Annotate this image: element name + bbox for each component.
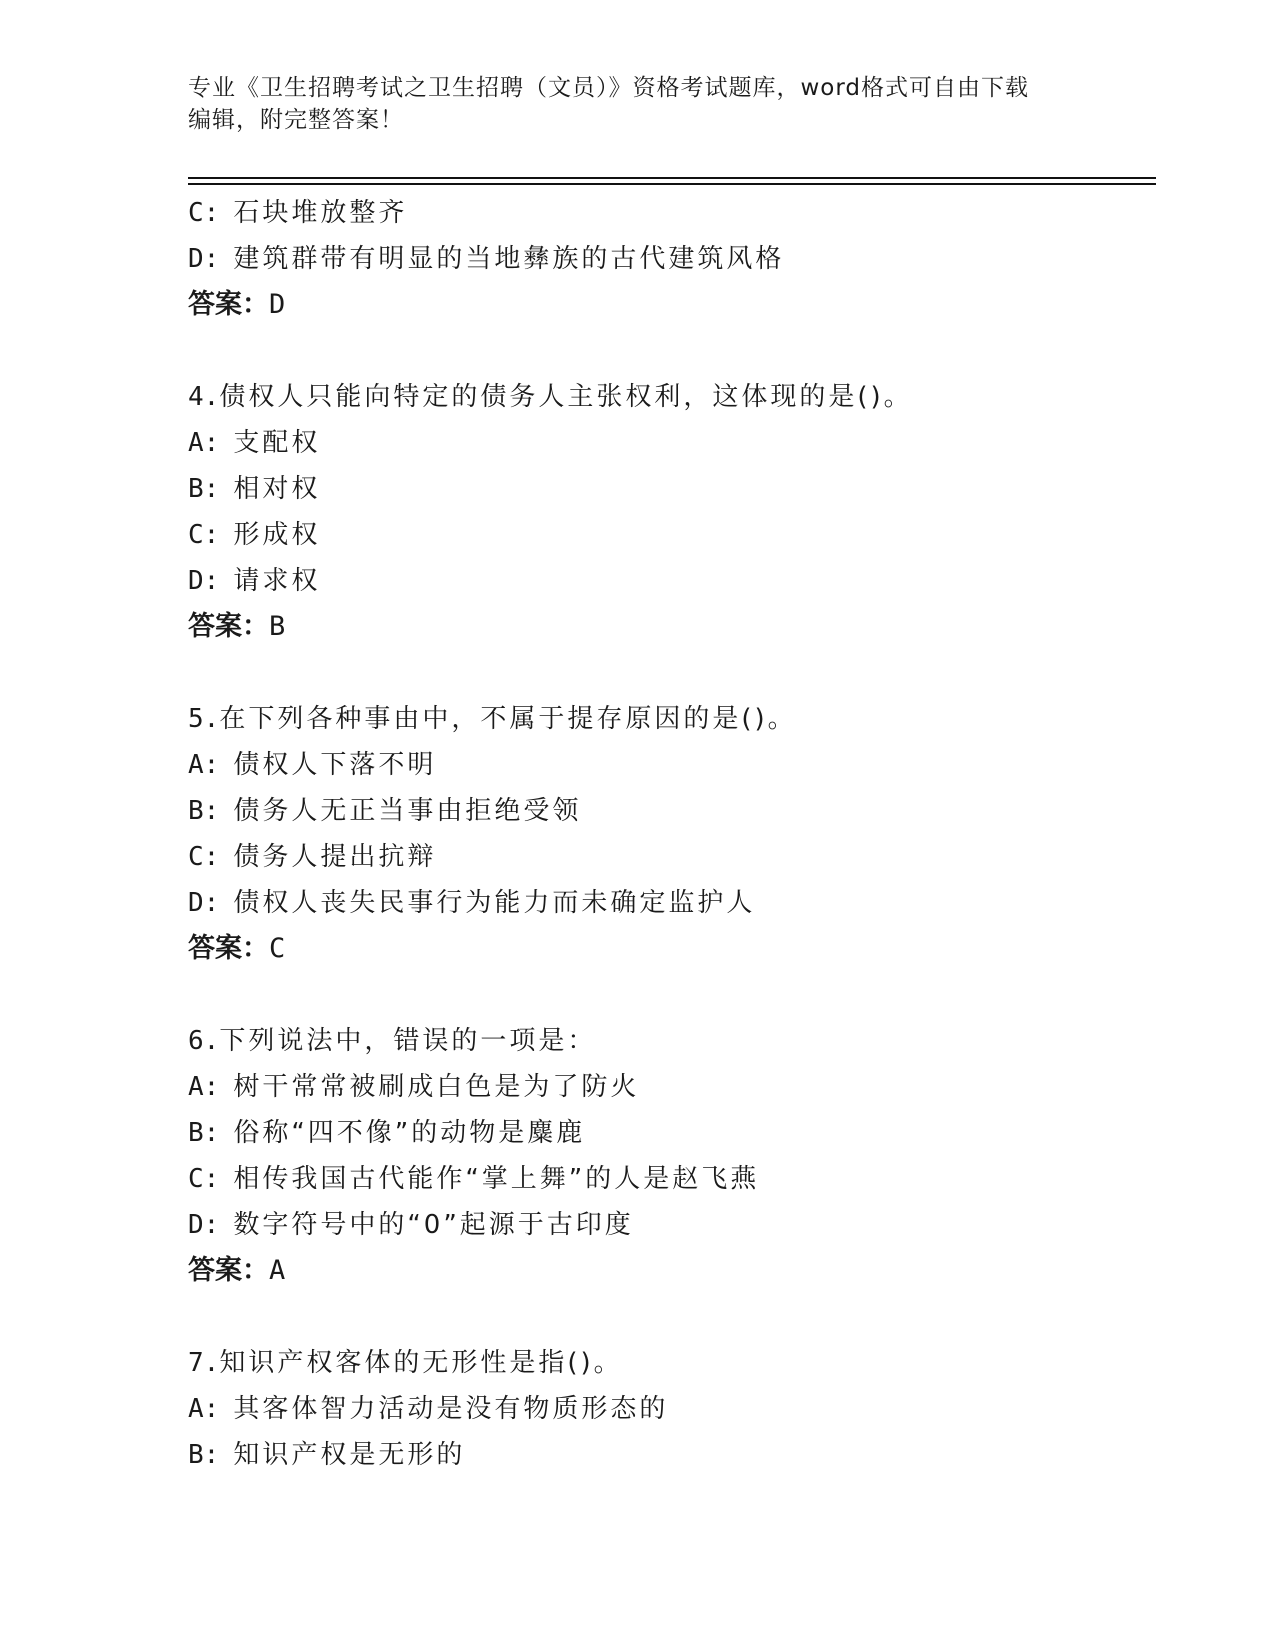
option-line (188, 742, 1148, 788)
option-label: C: (188, 842, 220, 872)
answer-label: 答案： (188, 1255, 269, 1286)
answer-label: 答案： (188, 611, 269, 642)
question-stem (188, 1018, 1148, 1064)
option-line (188, 834, 1148, 880)
answer-label: 答案： (188, 933, 269, 964)
option-text: 其客体智力活动是没有物质形态的 (233, 1394, 669, 1424)
question-number: 5. (188, 704, 220, 734)
option-text: 请求权 (233, 566, 321, 596)
option-line (188, 880, 1148, 926)
option-text: 树干常常被刷成白色是为了防火 (233, 1072, 640, 1102)
header-divider-bottom (188, 183, 1156, 185)
question-text: 债权人只能向特定的债务人主张权利，这体现的是()。 (219, 382, 913, 412)
option-text: 建筑群带有明显的当地彝族的古代建筑风格 (233, 244, 785, 274)
option-line (188, 1156, 1148, 1202)
option-text: 支配权 (233, 428, 321, 458)
answer-value: C (269, 933, 286, 964)
answer-line (188, 1248, 1148, 1294)
question-number: 6. (188, 1026, 220, 1056)
option-line (188, 466, 1148, 512)
answer-value: B (269, 611, 286, 642)
answer-label: 答案： (188, 289, 269, 320)
option-line (188, 558, 1148, 604)
answer-line (188, 604, 1148, 650)
option-label: B: (188, 474, 220, 504)
option-line (188, 512, 1148, 558)
option-label: A: (188, 1072, 220, 1102)
option-text: 石块堆放整齐 (233, 198, 408, 228)
answer-value: A (269, 1255, 286, 1286)
option-text: 数字符号中的“0”起源于古印度 (233, 1210, 634, 1240)
option-label: D: (188, 888, 220, 918)
question-stem (188, 374, 1148, 420)
option-label: A: (188, 1394, 220, 1424)
option-label: D: (188, 566, 220, 596)
header-line-2: 编辑，附完整答案！ (188, 107, 404, 133)
option-text: 债权人丧失民事行为能力而未确定监护人 (233, 888, 756, 918)
question-number: 4. (188, 382, 220, 412)
option-line (188, 190, 1148, 236)
answer-line (188, 926, 1148, 972)
question-text: 在下列各种事由中，不属于提存原因的是()。 (219, 704, 797, 734)
question-stem (188, 1340, 1148, 1386)
option-line (188, 420, 1148, 466)
option-line (188, 1064, 1148, 1110)
option-line (188, 1110, 1148, 1156)
question-number: 7. (188, 1348, 220, 1378)
option-text: 俗称“四不像”的动物是麋鹿 (233, 1118, 586, 1148)
document-header (188, 72, 1088, 136)
option-label: B: (188, 1118, 220, 1148)
question-text: 知识产权客体的无形性是指()。 (219, 1348, 623, 1378)
option-label: D: (188, 1210, 220, 1240)
option-text: 债务人提出抗辩 (233, 842, 437, 872)
answer-line (188, 282, 1148, 328)
option-line (188, 1202, 1148, 1248)
option-label: B: (188, 1440, 220, 1470)
question-stem (188, 696, 1148, 742)
option-text: 知识产权是无形的 (233, 1440, 466, 1470)
option-label: C: (188, 1164, 220, 1194)
option-label: C: (188, 520, 220, 550)
option-label: D: (188, 244, 220, 274)
option-line (188, 236, 1148, 282)
option-line (188, 788, 1148, 834)
header-line-1: 专业《卫生招聘考试之卫生招聘（文员）》资格考试题库，word格式可自由下载 (188, 75, 1030, 101)
option-label: B: (188, 796, 220, 826)
option-text: 相传我国古代能作“掌上舞”的人是赵飞燕 (233, 1164, 760, 1194)
option-text: 相对权 (233, 474, 321, 504)
question-text: 下列说法中，错误的一项是： (219, 1026, 597, 1056)
option-text: 债务人无正当事由拒绝受领 (233, 796, 582, 826)
option-label: A: (188, 428, 220, 458)
answer-value: D (269, 289, 286, 320)
question-list (188, 190, 1148, 1478)
option-text: 债权人下落不明 (233, 750, 437, 780)
option-label: C: (188, 198, 220, 228)
option-label: A: (188, 750, 220, 780)
option-line (188, 1386, 1148, 1432)
header-divider-top (188, 177, 1156, 179)
option-line (188, 1432, 1148, 1478)
option-text: 形成权 (233, 520, 321, 550)
